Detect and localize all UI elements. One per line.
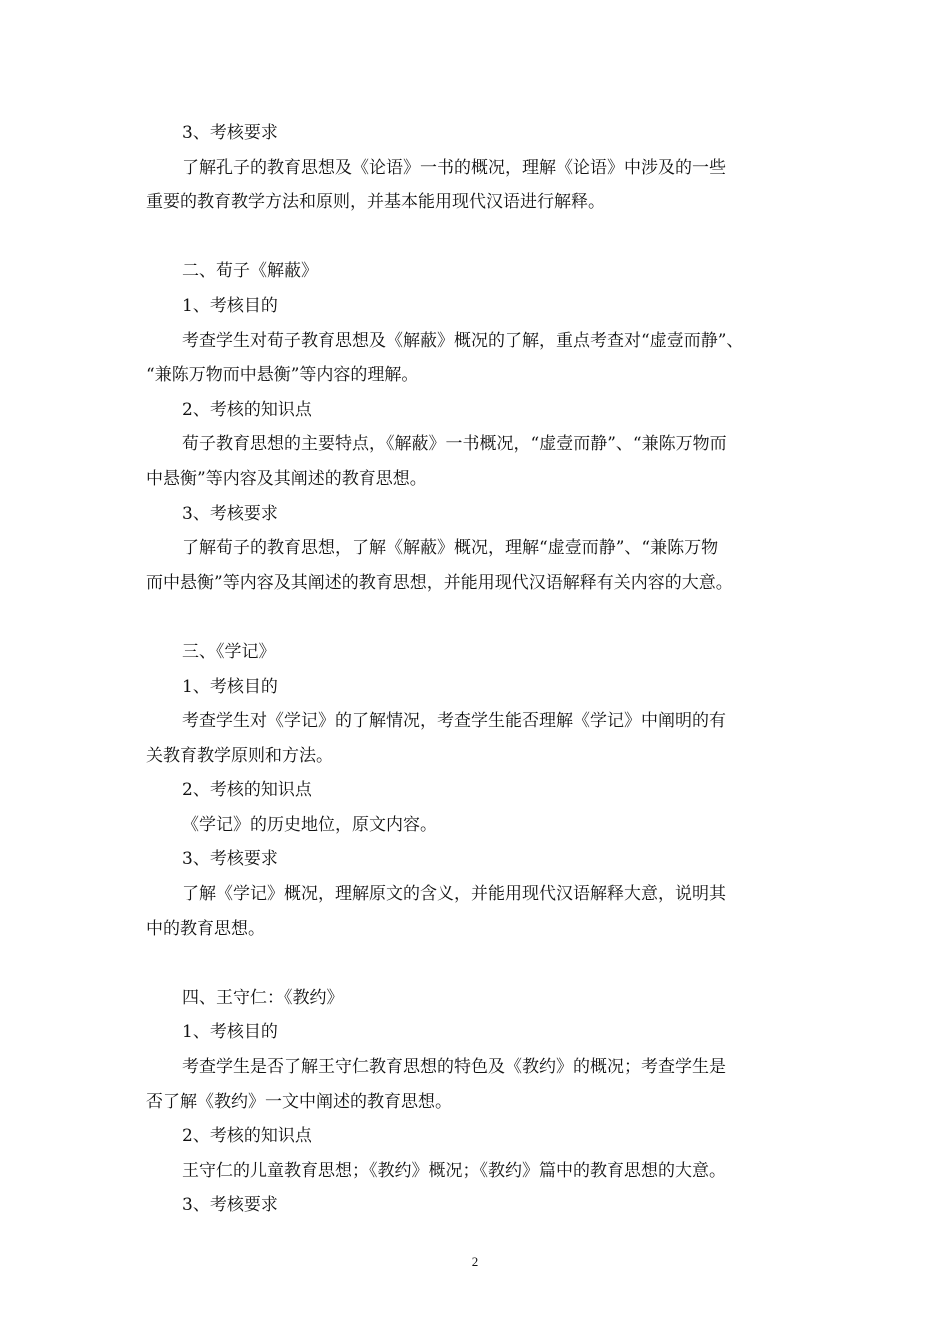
text-line: 3、考核要求 xyxy=(182,849,278,870)
text-line: 了解《学记》概况，理解原文的含义，并能用现代汉语解释大意，说明其 xyxy=(182,884,726,905)
text-line: 3、考核要求 xyxy=(182,1195,278,1216)
text-line: 四、王守仁：《教约》 xyxy=(182,987,344,1008)
text-line: 了解荀子的教育思想，了解《解蔽》概况，理解“虚壹而静”、“兼陈万物 xyxy=(182,538,719,559)
section-gap xyxy=(146,946,802,981)
text-line: 关教育教学原则和方法。 xyxy=(146,745,333,766)
section-gap xyxy=(146,600,802,635)
text-line: “兼陈万物而中悬衡”等内容的理解。 xyxy=(146,365,419,386)
text-line: 3、考核要求 xyxy=(182,503,278,524)
text-line: 而中悬衡”等内容及其阐述的教育思想，并能用现代汉语解释有关内容的大意。 xyxy=(146,572,733,593)
text-line: 重要的教育教学方法和原则，并基本能用现代汉语进行解释。 xyxy=(146,192,605,213)
text-line: 《学记》的历史地位，原文内容。 xyxy=(182,814,437,835)
text-line: 荀子教育思想的主要特点，《解蔽》一书概况，“虚壹而静”、“兼陈万物而 xyxy=(182,434,727,455)
text-line: 考查学生对《学记》的了解情况，考查学生能否理解《学记》中阐明的有 xyxy=(182,711,726,732)
text-line: 否了解《教约》一文中阐述的教育思想。 xyxy=(146,1091,452,1112)
text-line: 2、考核的知识点 xyxy=(182,399,312,420)
text-line: 了解孔子的教育思想及《论语》一书的概况，理解《论语》中涉及的一些 xyxy=(182,157,726,178)
text-line: 二、荀子《解蔽》 xyxy=(182,261,318,282)
text-line: 2、考核的知识点 xyxy=(182,780,312,801)
text-line: 2、考核的知识点 xyxy=(182,1126,312,1147)
text-line: 3、考核要求 xyxy=(182,123,278,143)
section-gap xyxy=(146,220,802,255)
text-line: 1、考核目的 xyxy=(182,295,278,316)
text-line: 三、《学记》 xyxy=(182,641,276,662)
text-line: 1、考核目的 xyxy=(182,676,278,697)
document-body xyxy=(146,116,802,1223)
text-line: 考查学生对荀子教育思想及《解蔽》概况的了解，重点考查对“虚壹而静”、 xyxy=(182,330,744,351)
text-line: 王守仁的儿童教育思想；《教约》概况；《教约》篇中的教育思想的大意。 xyxy=(182,1160,726,1181)
text-line: 1、考核目的 xyxy=(182,1022,278,1043)
page-number: 2 xyxy=(471,1254,479,1269)
text-line: 中的教育思想。 xyxy=(146,918,265,939)
text-line: 考查学生是否了解王守仁教育思想的特色及《教约》的概况；考查学生是 xyxy=(182,1057,726,1078)
text-line: 中悬衡”等内容及其阐述的教育思想。 xyxy=(146,468,427,489)
